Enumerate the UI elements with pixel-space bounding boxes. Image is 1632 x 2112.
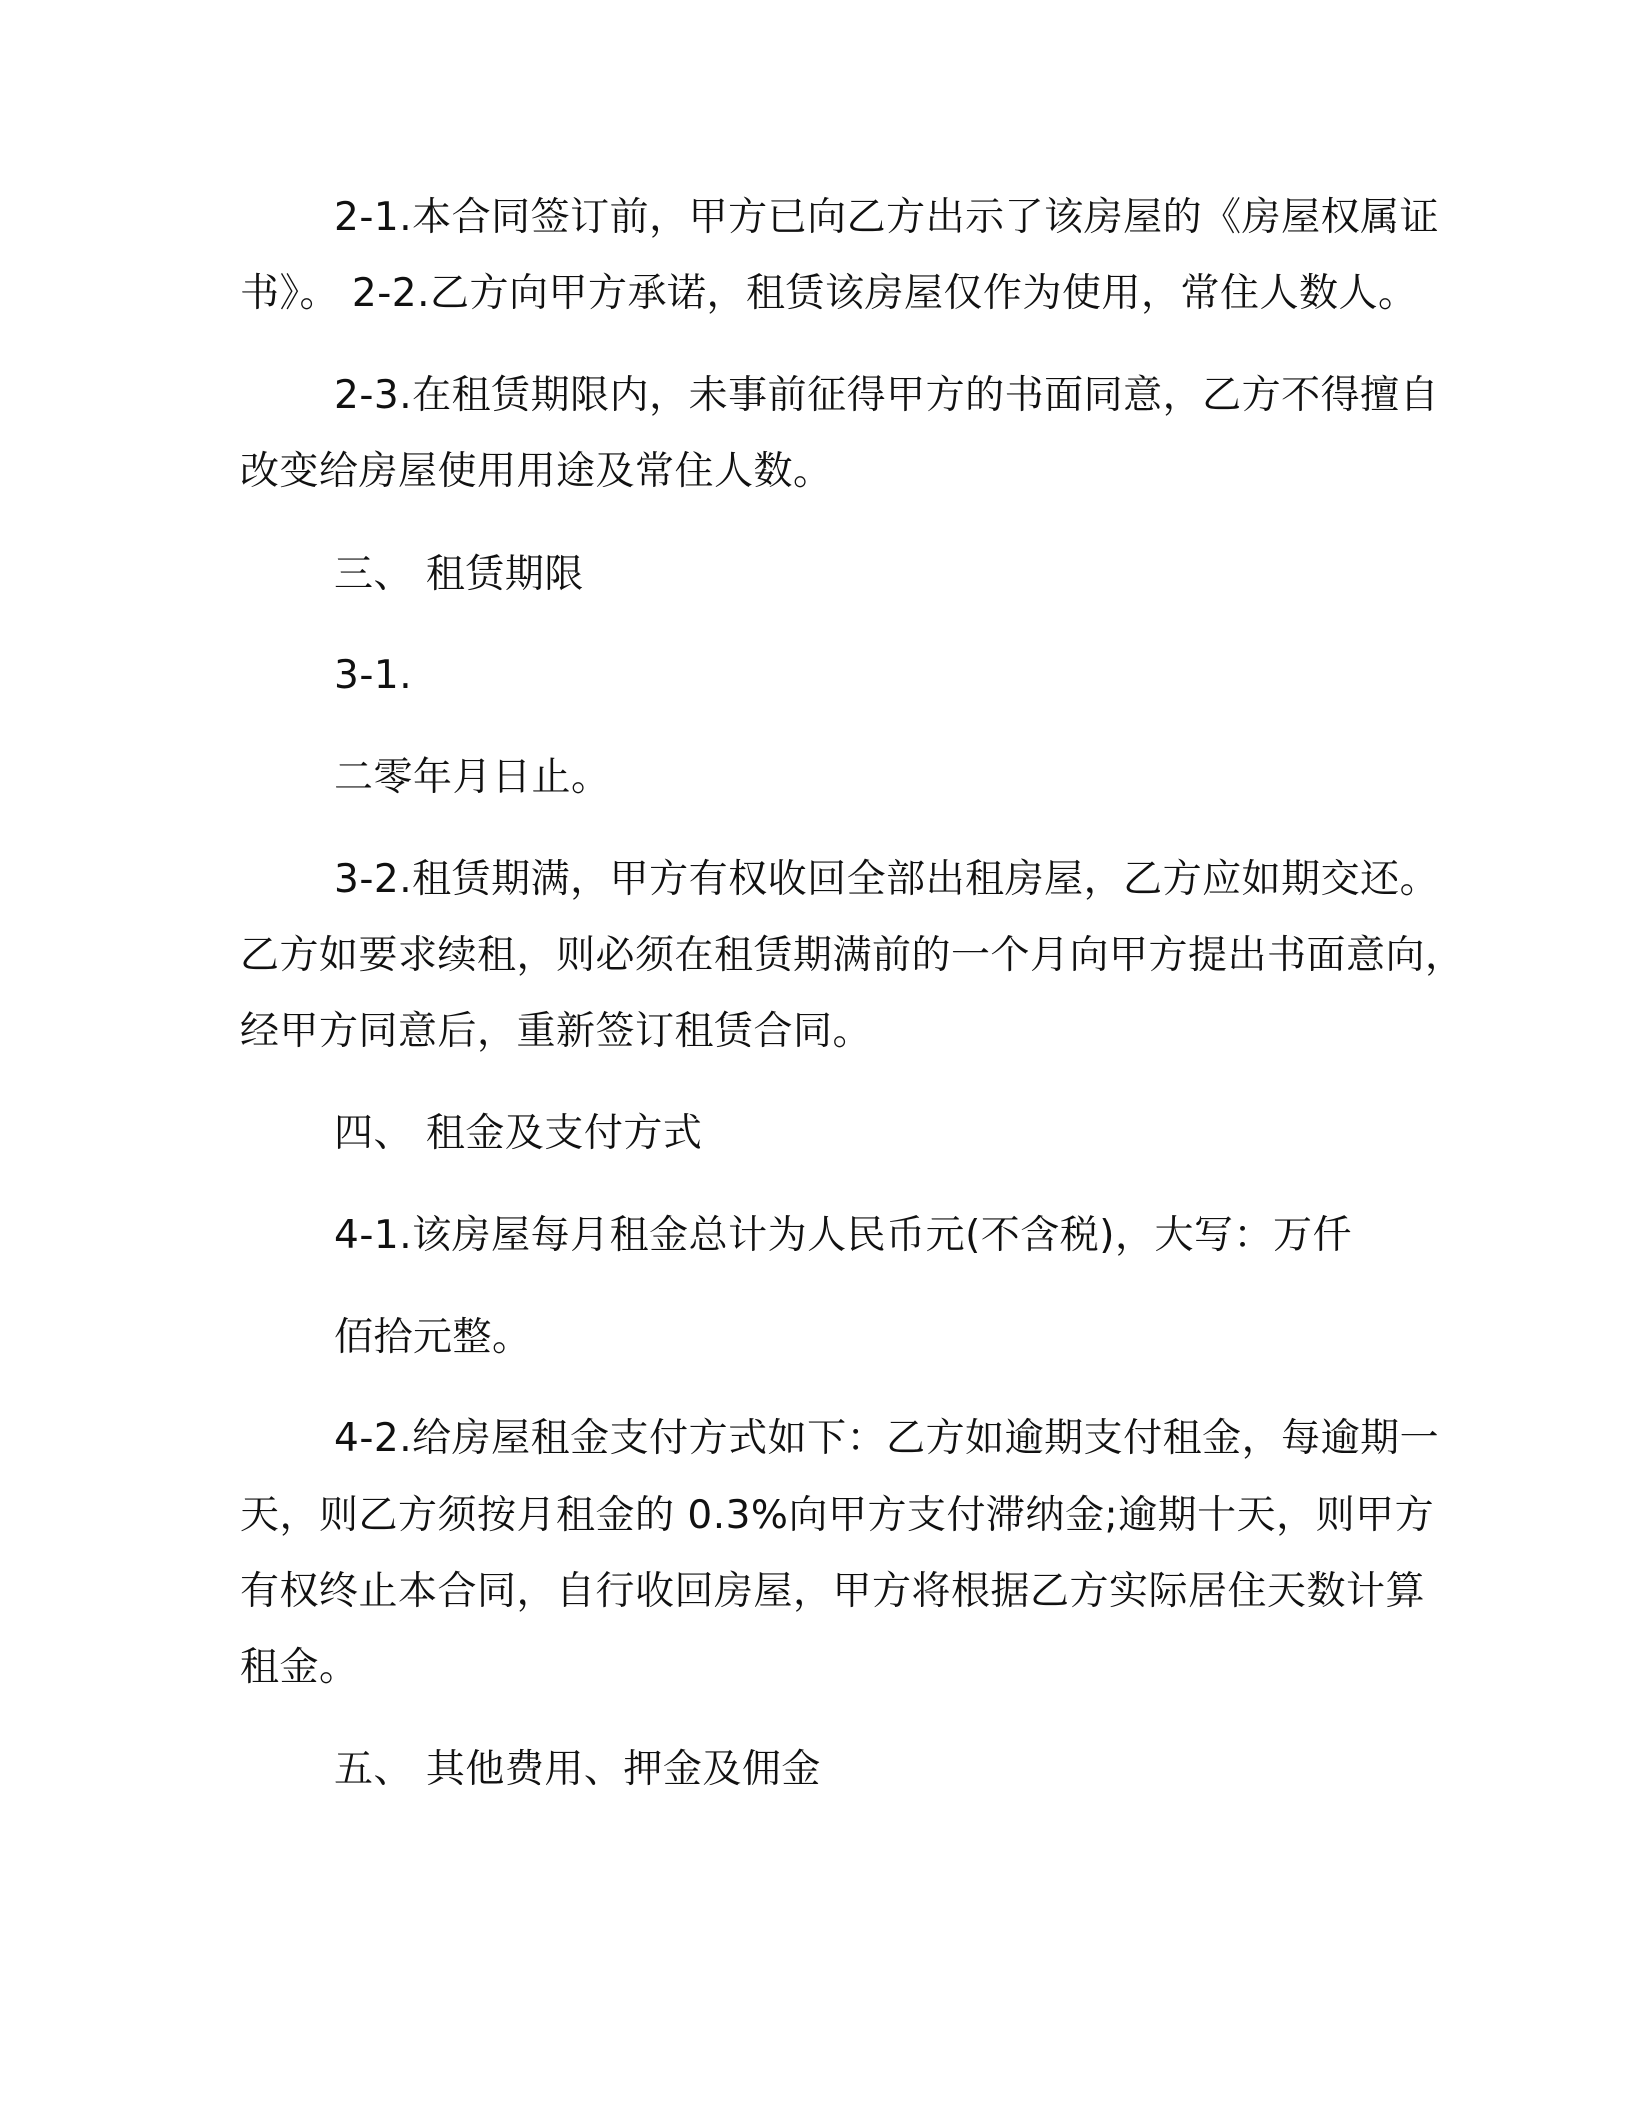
clause-2-3-line-2: 改变给房屋使用用途及常住人数。 [240, 449, 833, 494]
clause-4-2-line-1: 4-2.给房屋租金支付方式如下：乙方如逾期支付租金，每逾期一 [334, 1416, 1440, 1461]
clause-3-2-line-3: 经甲方同意后，重新签订租赁合同。 [240, 1009, 873, 1054]
section-heading-4: 四、 租金及支付方式 [334, 1111, 703, 1156]
clause-3-2-line-1: 3-2.租赁期满，甲方有权收回全部出租房屋，乙方应如期交还。 [334, 857, 1440, 902]
clause-3-1-date-line: 二零年月日止。 [334, 755, 611, 800]
clause-2-3-line-1: 2-3.在租赁期限内，未事前征得甲方的书面同意，乙方不得擅自 [334, 373, 1440, 418]
clause-4-2-line-2: 天，则乙方须按月租金的 0.3%向甲方支付滞纳金;逾期十天，则甲方 [240, 1493, 1435, 1538]
clause-4-1-line-1: 4-1.该房屋每月租金总计为人民币元(不含税)，大写：万仟 [334, 1213, 1353, 1258]
clause-3-2-line-2: 乙方如要求续租，则必须在租赁期满前的一个月向甲方提出书面意向， [240, 933, 1465, 978]
clause-3-1: 3-1. [334, 653, 413, 698]
section-heading-3: 三、 租赁期限 [334, 552, 584, 597]
clause-2-1-2-2-line-2: 书》。 2-2.乙方向甲方承诺，租赁该房屋仅作为使用，常住人数人。 [240, 271, 1418, 316]
section-heading-5: 五、 其他费用、押金及佣金 [334, 1747, 821, 1792]
clause-4-1-line-2: 佰拾元整。 [334, 1315, 532, 1360]
clause-4-2-line-4: 租金。 [240, 1645, 359, 1690]
clause-2-1-line-1: 2-1.本合同签订前，甲方已向乙方出示了该房屋的《房屋权属证 [334, 195, 1440, 240]
clause-4-2-line-3: 有权终止本合同，自行收回房屋，甲方将根据乙方实际居住天数计算 [240, 1569, 1426, 1614]
